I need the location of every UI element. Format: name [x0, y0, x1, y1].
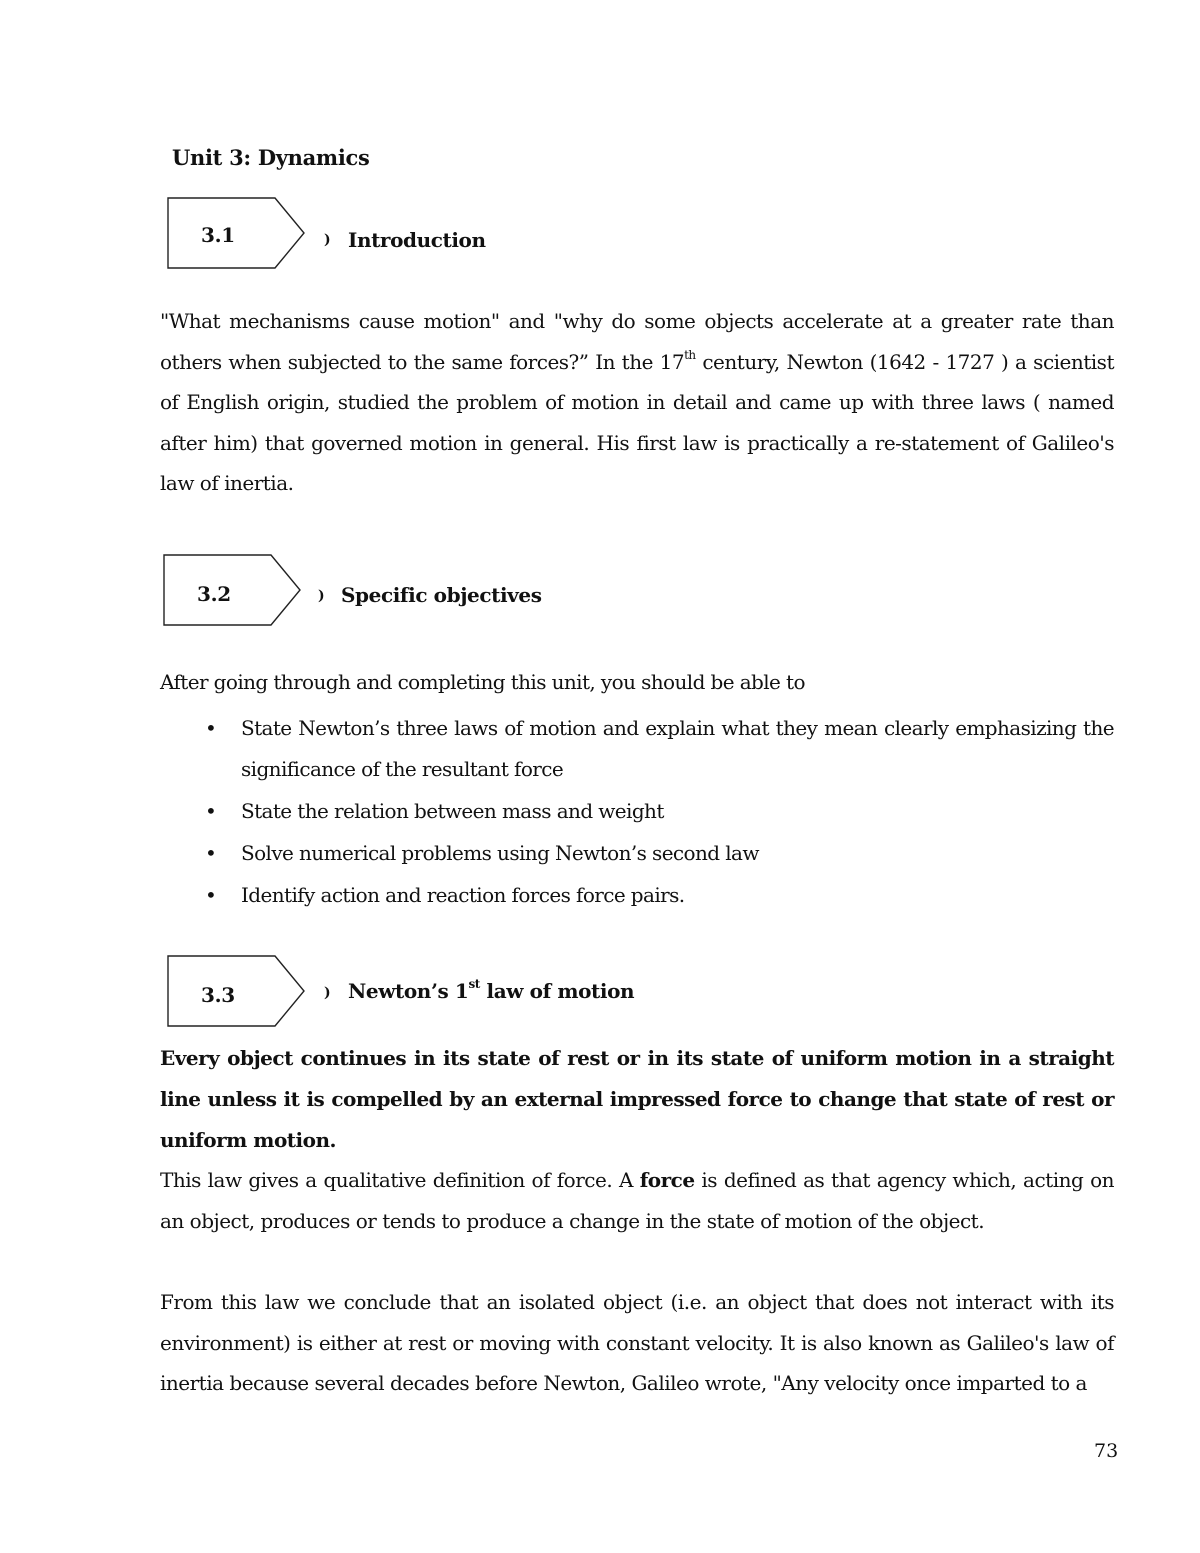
section-tag-shape: [167, 197, 307, 271]
section-tag-shape: [163, 554, 303, 628]
list-item-text: Identify action and reaction forces force pairs.: [241, 883, 685, 907]
force-definition-paragraph: [160, 1160, 1114, 1241]
section-number: 3.2: [197, 582, 231, 606]
list-bullet: •: [205, 716, 217, 740]
section-title: [348, 979, 634, 1003]
page-number: 73: [1094, 1440, 1119, 1462]
objectives-lead: After going through and completing this unit, you should be able to: [160, 670, 805, 694]
section-number: 3.1: [201, 223, 235, 247]
section-bullet: ): [324, 232, 331, 248]
definition-bold-term: force: [639, 1168, 695, 1192]
list-bullet: •: [205, 799, 217, 823]
list-item-text: Solve numerical problems using Newton’s second law: [241, 841, 759, 865]
section-title: Introduction: [348, 228, 486, 252]
intro-paragraph: [160, 301, 1114, 504]
list-item: [160, 875, 1114, 916]
section-title-text: Newton’s 1: [348, 979, 469, 1003]
list-bullet: •: [205, 841, 217, 865]
list-bullet: •: [205, 883, 217, 907]
section-heading-3-3: [167, 955, 667, 1029]
section-heading-3-1: [167, 197, 567, 271]
section-heading-3-2: [163, 554, 563, 628]
list-item: [160, 708, 1114, 790]
definition-text-1: This law gives a qualitative definition of force. A: [160, 1168, 640, 1192]
intro-superscript: th: [684, 347, 696, 362]
first-law-statement: Every object continues in its state of rest or in its state of uniform motion in a straight line unless it is compelled by an external impressed force to change that state of rest or uniform motion.: [160, 1046, 1114, 1152]
section-number: 3.3: [201, 983, 235, 1007]
conclusion-paragraph: From this law we conclude that an isolated object (i.e. an object that does not interact with its environment) is either at rest or moving with constant velocity. It is also known as Galileo's law of inertia because several decades before Newton, Galileo wrote, "Any velocity once imparted to a: [160, 1290, 1114, 1395]
objectives-list: [160, 708, 1114, 917]
section-bullet: ): [318, 588, 325, 604]
definition-text-2: is defined as that agency which, acting on an object, produces or tends to produce a change in the state of motion of the object.: [160, 1168, 1114, 1233]
unit-title: Unit 3: Dynamics: [172, 145, 370, 170]
section-tag-shape: [167, 955, 307, 1029]
list-item: [160, 791, 1114, 832]
section-bullet: ): [324, 985, 331, 1001]
list-item-text: State Newton’s three laws of motion and explain what they mean clearly emphasizing the significance of the resultant force: [241, 716, 1114, 781]
list-item-text: State the relation between mass and weight: [241, 799, 664, 823]
intro-text-2: century, Newton (1642 - 1727 ) a scientist of English origin, studied the problem of motion in detail and came up with three laws ( named after him) that governed motion in general. His first law is practically a re-statement of Galileo's law of inertia.: [160, 349, 1114, 495]
section-title: Specific objectives: [341, 583, 542, 607]
list-item: [160, 833, 1114, 874]
section-title-superscript: st: [468, 977, 480, 992]
intro-text-1: "What mechanisms cause motion" and "why do some objects accelerate at a greater rate than others when subjected to the same forces?” In the 17: [160, 309, 1114, 374]
section-title-text-end: law of motion: [479, 979, 635, 1003]
